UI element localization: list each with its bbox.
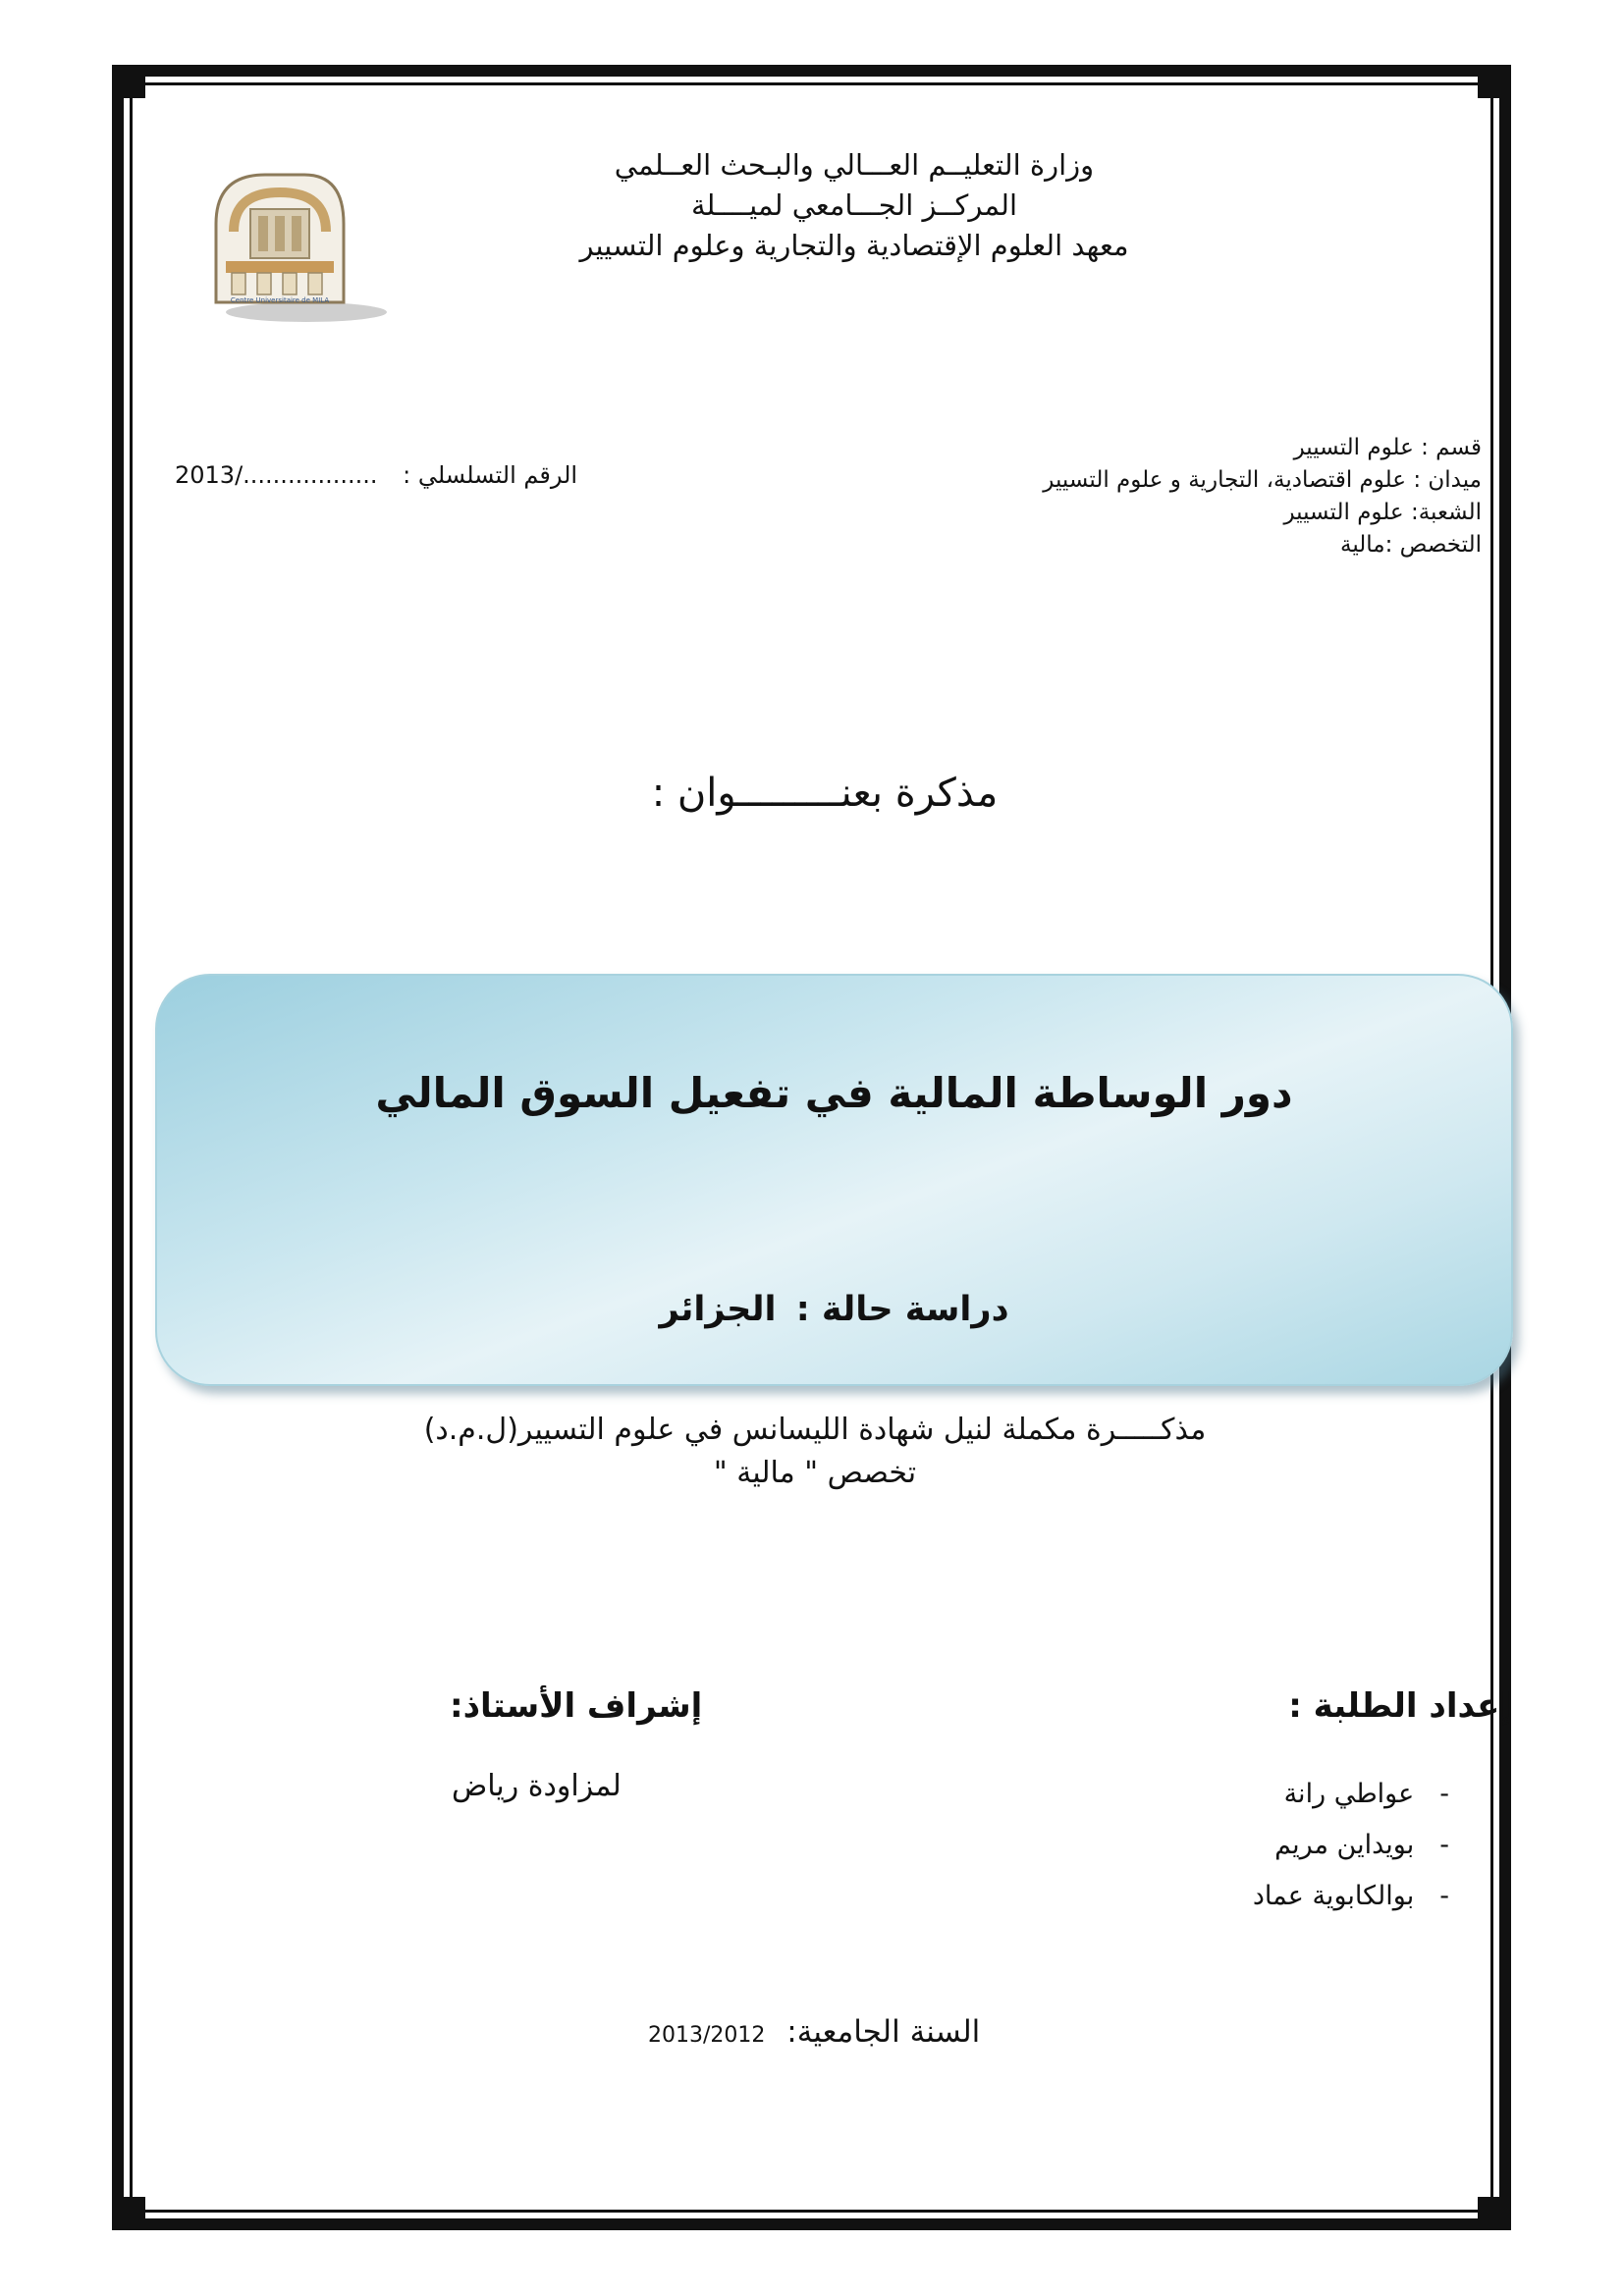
list-item	[1056, 1871, 1449, 1922]
case-study-value: الجزائر	[659, 1290, 777, 1329]
border-corner-top-right	[1478, 65, 1511, 98]
memo-title-label: مذكرة بعنـــــــــوان :	[651, 771, 999, 816]
thesis-title: دور الوساطة المالية في تفعيل السوق المالي	[375, 1069, 1293, 1117]
list-bullet: -	[1439, 1779, 1449, 1809]
student-name: بوالكابوية عماد	[1252, 1881, 1415, 1911]
university-logo	[196, 155, 393, 332]
center-name: المركــز الجـــامعي لميــــلة	[690, 188, 1017, 222]
degree-line: مذكـــــرة مكملة لنيل شهادة الليسانس في علوم التسيير(ل.م.د)	[423, 1413, 1207, 1447]
ministry-name: وزارة التعليــم العـــالي والبـحث العــلمي	[614, 148, 1095, 182]
list-bullet: -	[1439, 1881, 1449, 1911]
institution-header	[550, 145, 1159, 266]
department-line: قسم : علوم التسيير	[1293, 435, 1482, 460]
department-info	[794, 432, 1482, 561]
students-list	[1056, 1769, 1449, 1922]
academic-year	[648, 2014, 980, 2050]
academic-year-value: 2013/2012	[648, 2023, 766, 2048]
specialty-line: التخصص :مالية	[1340, 532, 1482, 558]
specialty-line-2: تخصص " مالية "	[713, 1456, 917, 1490]
list-bullet: -	[1439, 1830, 1449, 1860]
title-box	[155, 974, 1513, 1386]
university-building-icon	[196, 155, 393, 332]
supervisor-name: لمزاودة رياض	[452, 1769, 622, 1803]
domain-line: ميدان : علوم اقتصادية، التجارية و علوم التسيير	[1043, 467, 1482, 493]
case-study-label: دراسة حالة :	[795, 1290, 1009, 1329]
institute-name: معهد العلوم الإقتصادية والتجارية وعلوم التسيير	[579, 229, 1129, 262]
border-corner-bottom-left	[112, 2197, 145, 2230]
students-heading: إعداد الطلبة :	[1288, 1686, 1511, 1726]
serial-number	[175, 461, 577, 489]
serial-label: الرقم التسلسلي :	[403, 461, 578, 489]
academic-year-label: السنة الجامعية:	[786, 2014, 981, 2050]
case-study-line	[157, 1290, 1511, 1329]
list-item	[1056, 1820, 1449, 1871]
list-item	[1056, 1769, 1449, 1820]
border-corner-bottom-right	[1478, 2197, 1511, 2230]
degree-description	[324, 1409, 1306, 1495]
logo-caption: Centre Universitaire de MILA	[230, 296, 330, 304]
supervisor-heading: إشراف الأستاذ:	[450, 1686, 703, 1726]
branch-line: الشعبة: علوم التسيير	[1283, 500, 1482, 525]
student-name: بويداين مريم	[1274, 1830, 1415, 1860]
serial-value: 2013/..................	[175, 461, 378, 489]
student-name: عواطي رانة	[1283, 1779, 1415, 1809]
border-corner-top-left	[112, 65, 145, 98]
